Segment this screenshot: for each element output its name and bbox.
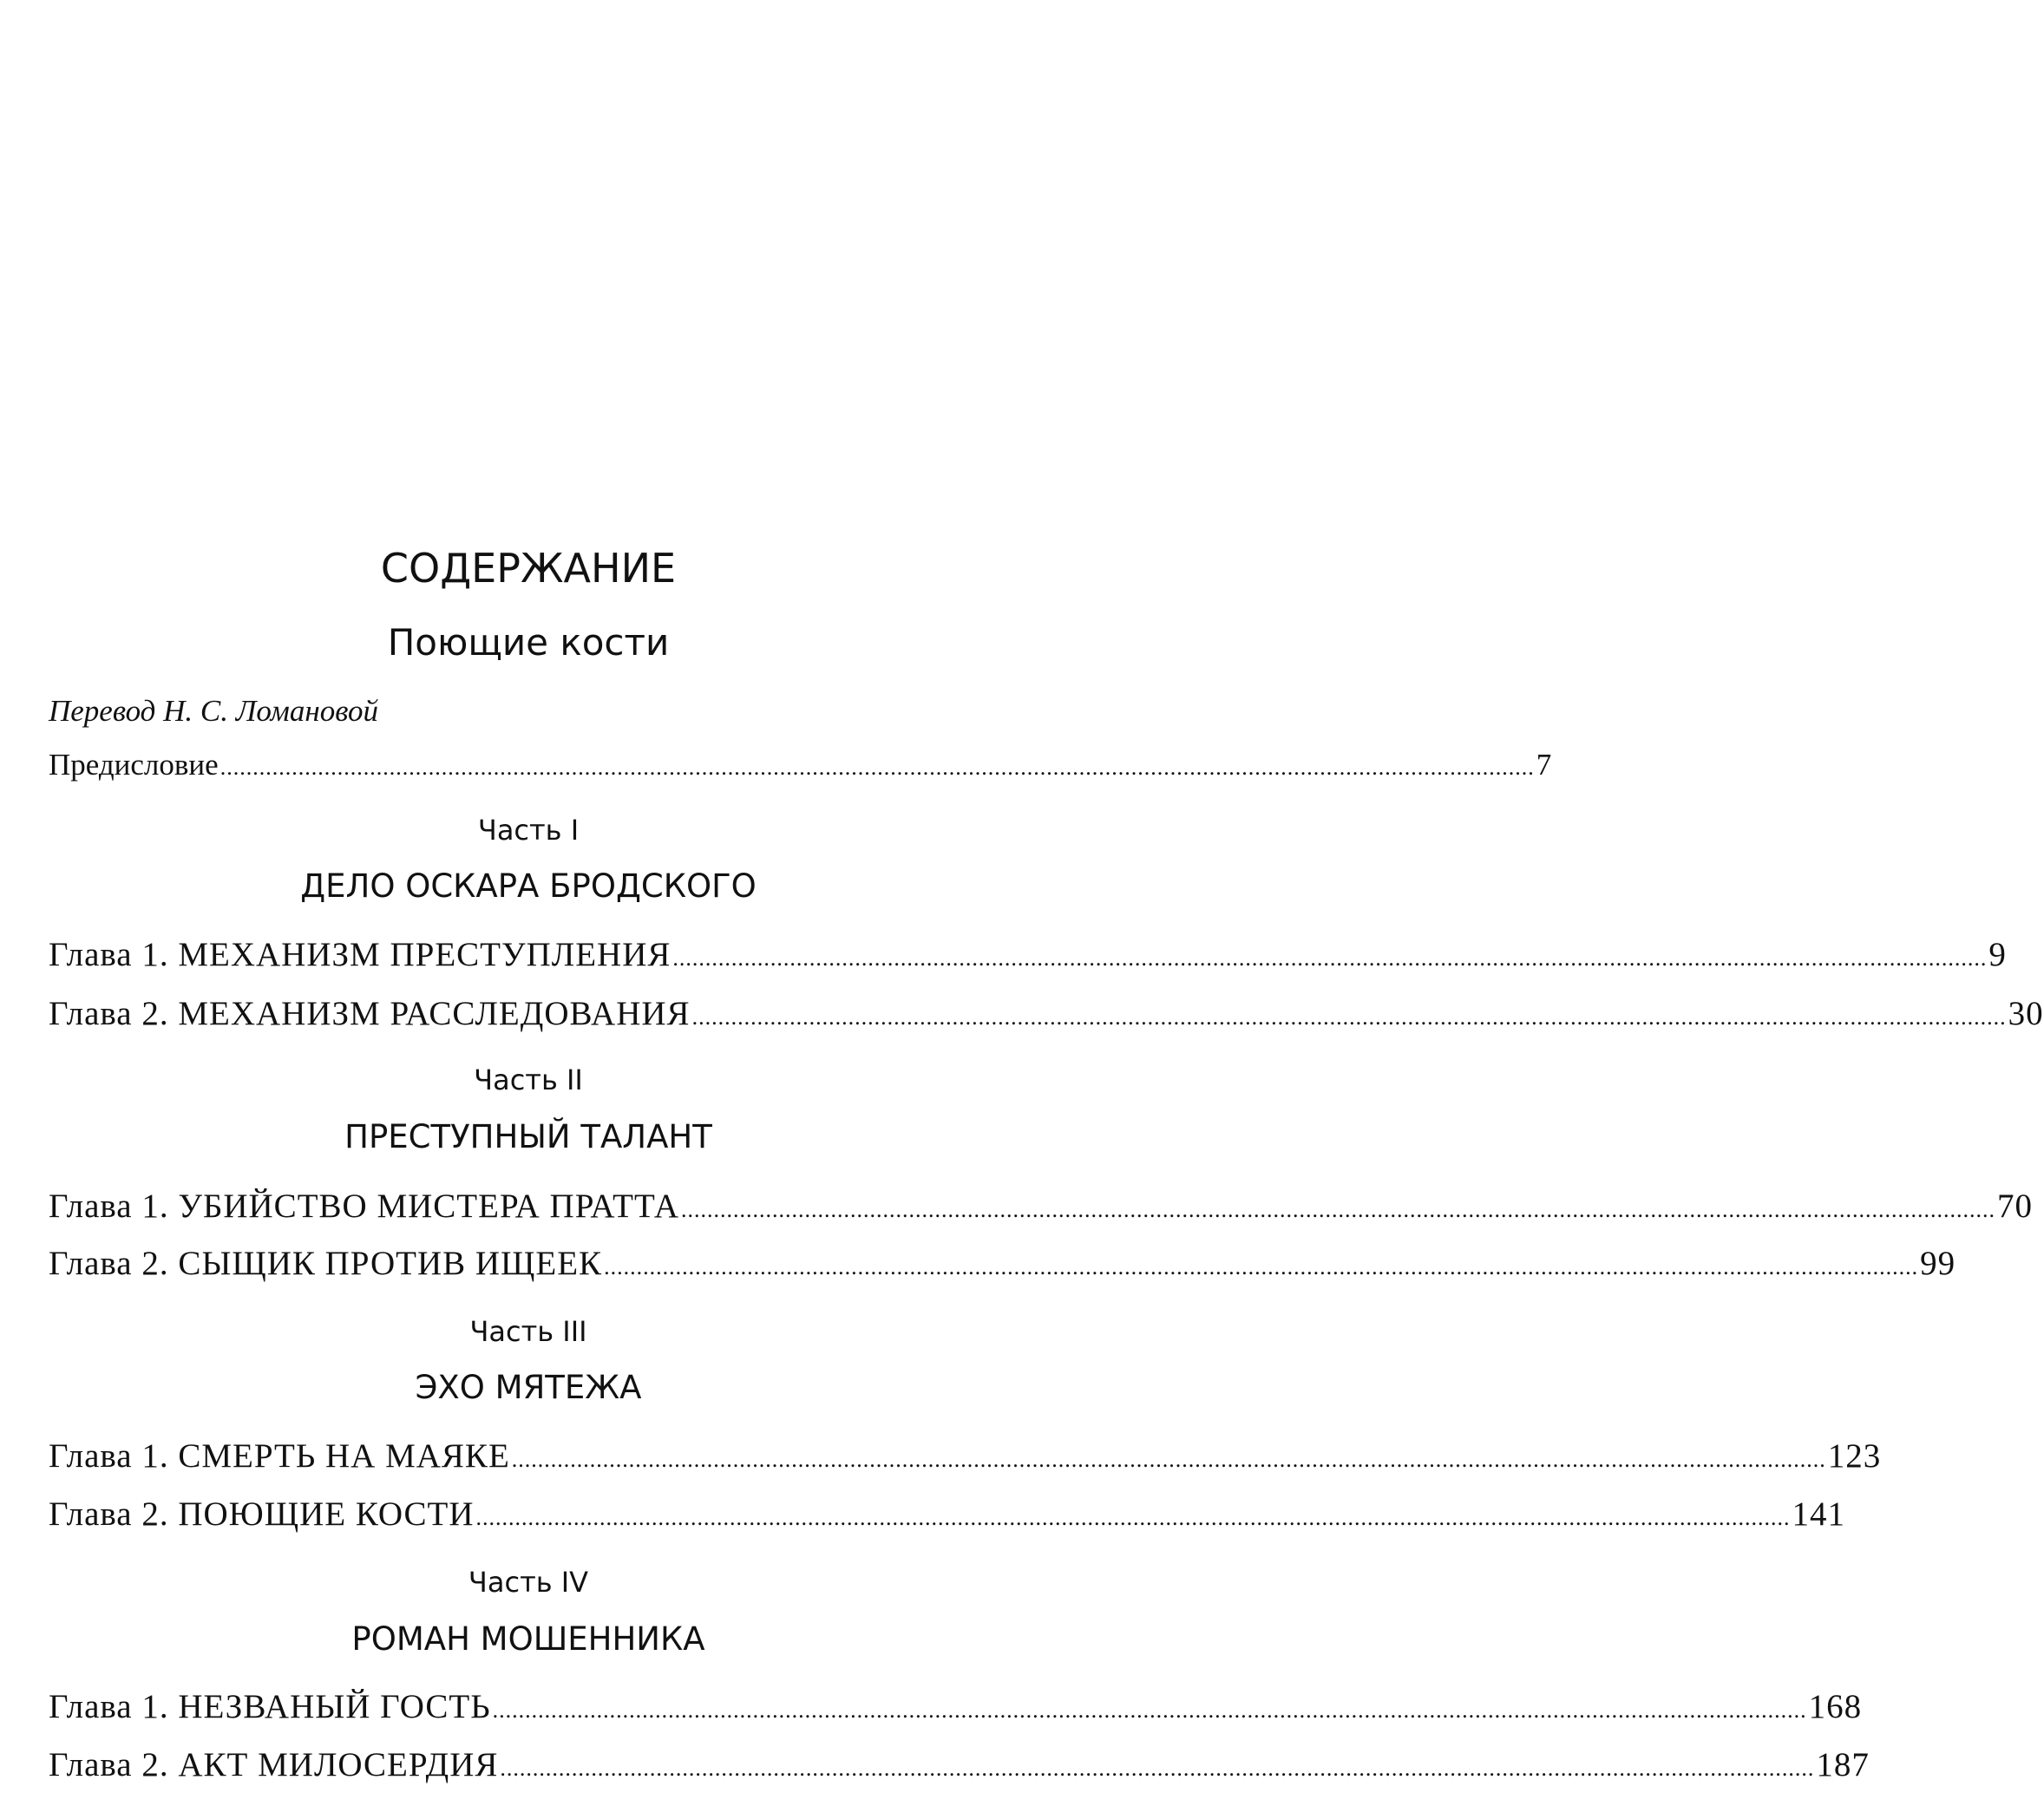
dot-leader: .......................................................................................................................................................................................................... [475, 1505, 1791, 1530]
part-2-number: Часть II [474, 1063, 583, 1096]
toc-entry-label: Глава 2. МЕХАНИЗМ РАССЛЕДОВАНИЯ [49, 995, 691, 1032]
toc-entry-label: Предисловие [49, 748, 219, 782]
part-4-number: Часть IV [468, 1566, 589, 1599]
toc-entry-part3-ch1[interactable] [49, 1436, 1882, 1475]
toc-entry-part2-ch1[interactable] [49, 1187, 2034, 1226]
toc-entry-label: Глава 1. МЕХАНИЗМ ПРЕСТУПЛЕНИЯ [49, 936, 672, 973]
toc-page-number: 99 [1920, 1245, 1956, 1282]
toc-page-number: 9 [1988, 936, 2007, 973]
dot-leader: .......................................................................................................................................................................................................... [511, 1447, 1826, 1472]
toc-entry-part1-ch2[interactable] [49, 994, 2044, 1033]
toc-page-number: 168 [1808, 1688, 1863, 1725]
toc-entry-part4-ch1[interactable] [49, 1687, 1863, 1726]
toc-entry-part4-ch2[interactable] [49, 1745, 1870, 1784]
toc-entry-label: Глава 1. НЕЗВАНЫЙ ГОСТЬ [49, 1688, 491, 1725]
toc-entry-label: Глава 1. УБИЙСТВО МИСТЕРА ПРАТТА [49, 1188, 680, 1225]
translator-credit: Перевод Н. С. Ломановой [49, 694, 378, 728]
toc-entry-label: Глава 1. СМЕРТЬ НА МАЯКЕ [49, 1437, 510, 1475]
dot-leader: .......................................................................................................................................................................................................... [500, 1756, 1815, 1781]
dot-leader: .......................................................................................................................................................................................................... [681, 1197, 1996, 1222]
part-3-title: ЭХО МЯТЕЖА [415, 1369, 642, 1406]
toc-entry-part2-ch2[interactable] [49, 1244, 1956, 1283]
toc-page-number: 7 [1536, 748, 1552, 782]
toc-page-number: 30 [2008, 995, 2044, 1032]
toc-entry-part3-ch2[interactable] [49, 1495, 1846, 1534]
part-4-title: РОМАН МОШЕННИКА [351, 1620, 705, 1658]
book-title: Поющие кости [387, 621, 670, 664]
part-1-number: Часть I [477, 814, 580, 847]
toc-entry-label: Глава 2. АКТ МИЛОСЕРДИЯ [49, 1746, 499, 1783]
toc-entry-part1-ch1[interactable] [49, 935, 2007, 974]
dot-leader: .......................................................................................................................................................................................................... [219, 755, 1535, 780]
toc-entry-label: Глава 2. ПОЮЩИЕ КОСТИ [49, 1495, 475, 1533]
toc-entry-preface[interactable] [49, 748, 1552, 782]
dot-leader: .......................................................................................................................................................................................................... [604, 1254, 1919, 1279]
part-3-number: Часть III [469, 1315, 587, 1348]
toc-page-number: 141 [1792, 1495, 1846, 1533]
toc-page-number: 123 [1827, 1437, 1882, 1475]
dot-leader: .......................................................................................................................................................................................................... [672, 945, 1988, 971]
dot-leader: .......................................................................................................................................................................................................... [691, 1004, 2007, 1030]
dot-leader: .......................................................................................................................................................................................................... [492, 1698, 1807, 1723]
toc-page-number: 187 [1816, 1746, 1870, 1783]
toc-entry-label: Глава 2. СЫЩИК ПРОТИВ ИЩЕЕК [49, 1245, 603, 1282]
contents-heading: СОДЕРЖАНИЕ [380, 545, 677, 592]
part-1-title: ДЕЛО ОСКАРА БРОДСКОГО [300, 867, 757, 905]
part-2-title: ПРЕСТУПНЫЙ ТАЛАНТ [344, 1118, 712, 1155]
toc-page-number: 70 [1997, 1188, 2034, 1225]
